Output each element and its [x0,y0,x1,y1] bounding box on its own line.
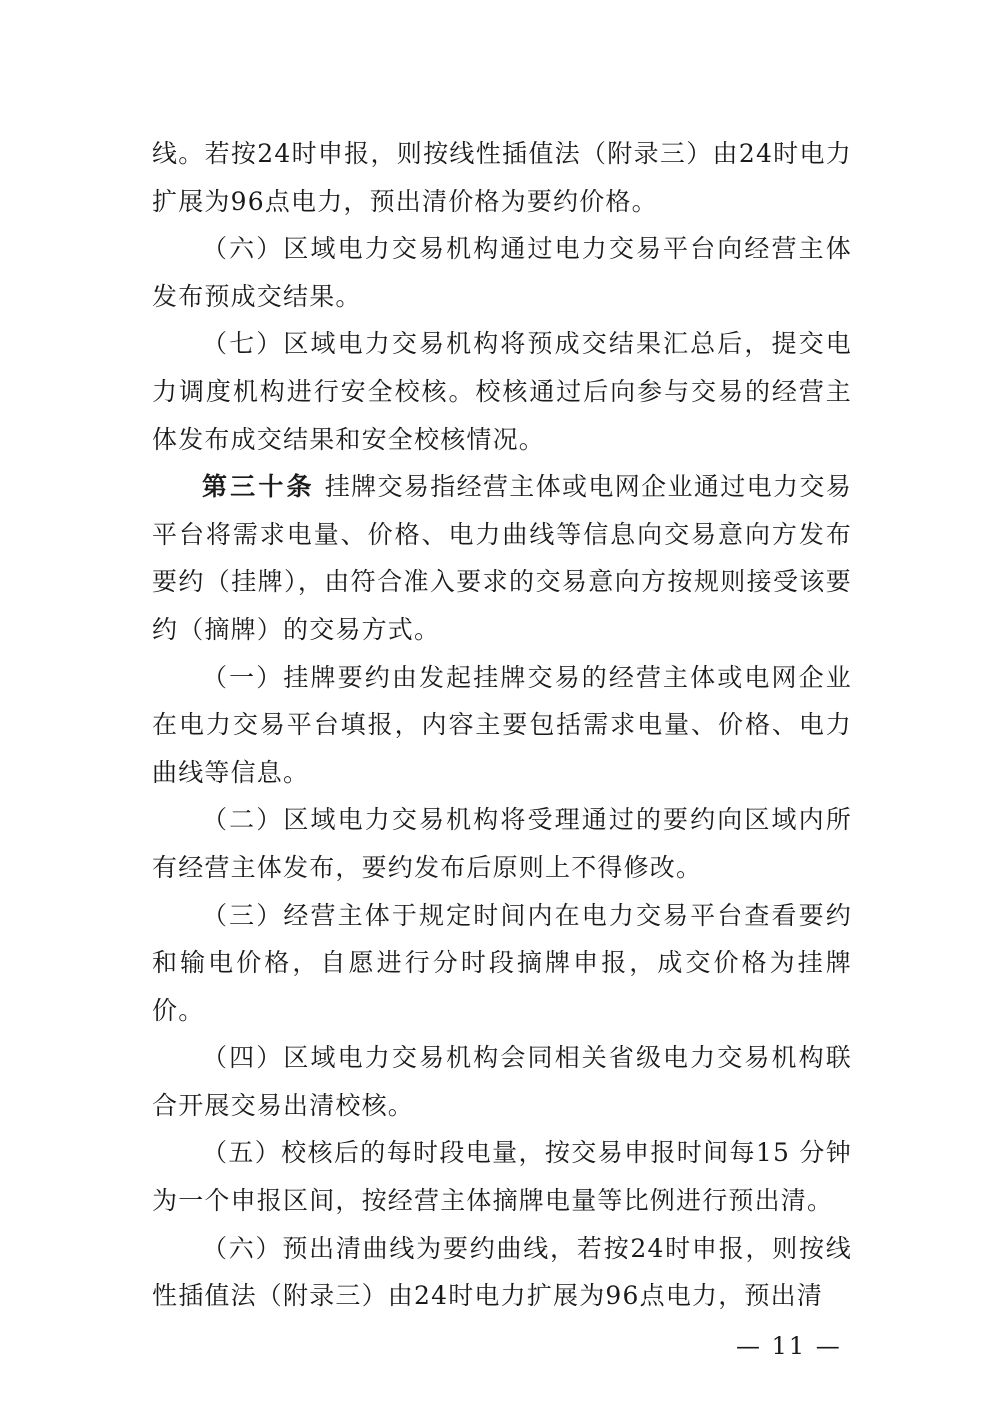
paragraph-item-4: （四）区域电力交易机构会同相关省级电力交易机构联合开展交易出清校核。 [152,1043,852,1120]
paragraph-item-7-safety-check: （七）区域电力交易机构将预成交结果汇总后，提交电力调度机构进行安全校核。校核通过后向参与交易的经营主体发布成交结果和安全校核情况。 [152,329,852,454]
article-title: 第三十条 [202,472,315,502]
article-body: 挂牌交易指经营主体或电网企业通过电力交易平台将需求电量、价格、电力曲线等信息向交易意向方发布要约（挂牌），由符合准入要求的交易意向方按规则接受该要约（摘牌）的交易方式。 [152,472,852,644]
body-text [152,130,852,1320]
paragraph-item-6-pre-result: （六）区域电力交易机构通过电力交易平台向经营主体发布预成交结果。 [152,234,852,311]
paragraph-continuation: 线。若按24时申报，则按线性插值法（附录三）由24时电力扩展为96点电力，预出清价格为要约价格。 [152,139,852,216]
paragraph-item-6-curve: （六）预出清曲线为要约曲线，若按24时申报，则按线性插值法（附录三）由24时电力扩展为96点电力，预出清 [152,1233,852,1311]
paragraph-item-5: （五）校核后的每时段电量，按交易申报时间每15 分钟为一个申报区间，按经营主体摘牌电量等比例进行预出清。 [152,1138,852,1216]
paragraph-item-2: （二）区域电力交易机构将受理通过的要约向区域内所有经营主体发布，要约发布后原则上不得修改。 [152,805,852,882]
paragraph-article-30 [152,463,852,653]
page-number: — 11 — [736,1332,842,1360]
paragraph-item-3: （三）经营主体于规定时间内在电力交易平台查看要约和输电价格，自愿进行分时段摘牌申报，成交价格为挂牌价。 [152,900,852,1025]
paragraph-item-1: （一）挂牌要约由发起挂牌交易的经营主体或电网企业在电力交易平台填报，内容主要包括需求电量、价格、电力曲线等信息。 [152,662,852,787]
